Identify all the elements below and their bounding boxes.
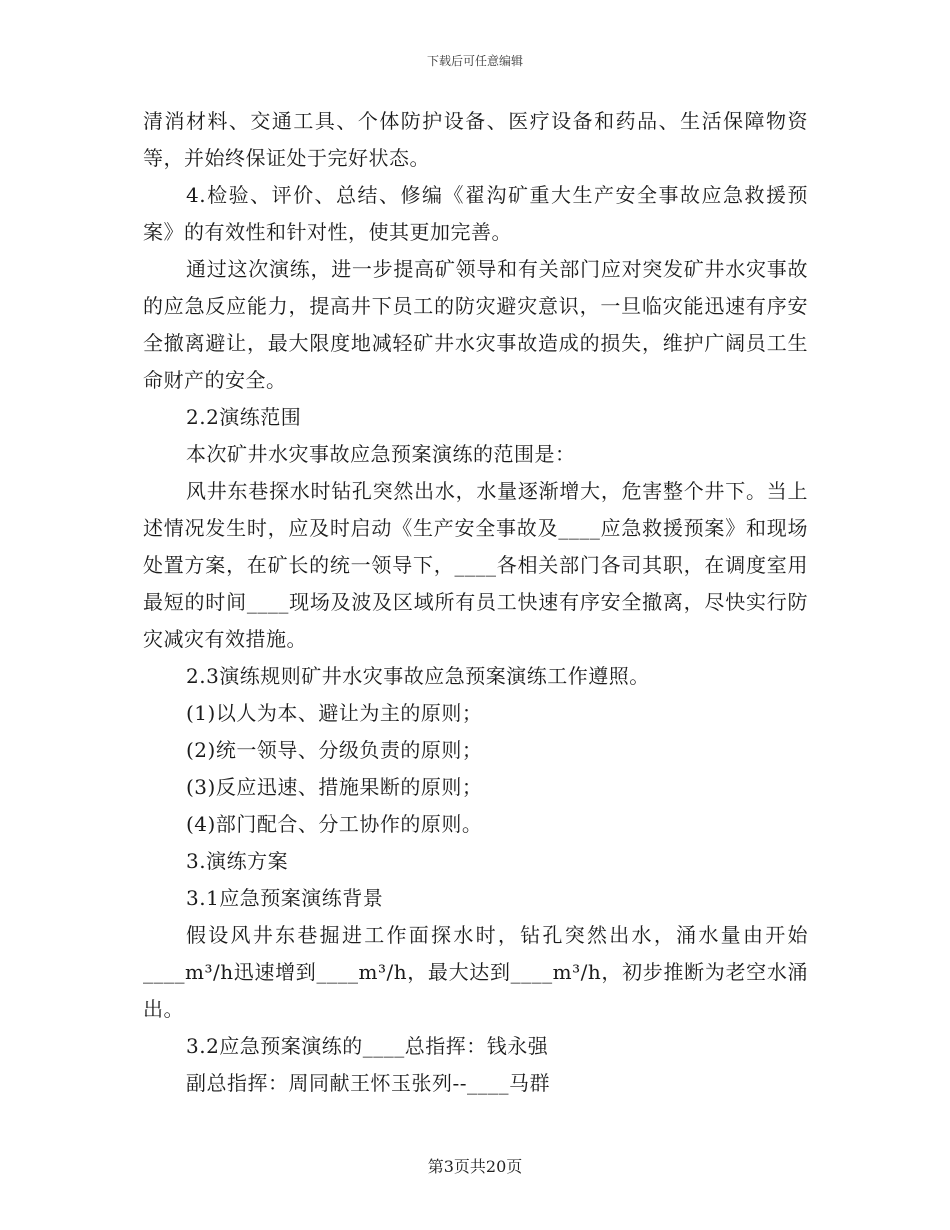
paragraph: 假设风井东巷掘进工作面探水时，钻孔突然出水，涌水量由开始____m³/h迅速增到____m³/h，最大达到____m³/h，初步推断为老空水涌出。 bbox=[143, 923, 808, 1021]
list-item: (1)以人为本、避让为主的原则； bbox=[186, 701, 483, 725]
section-heading: 3.1应急预案演练背景 bbox=[186, 886, 384, 910]
paragraph: 4.检验、评价、总结、修编《翟沟矿重大生产安全事故应急救援预案》的有效性和针对性，使其更加完善。 bbox=[143, 183, 808, 244]
list-item: (3)反应迅速、措施果断的原则； bbox=[186, 775, 483, 799]
list-item: (4)部门配合、分工协作的原则。 bbox=[186, 812, 483, 836]
page-number: 第3页共20页 bbox=[427, 1157, 523, 1176]
paragraph: 副总指挥：周同献王怀玉张列--____马群 bbox=[186, 1071, 551, 1095]
paragraph: 通过这次演练，进一步提高矿领导和有关部门应对突发矿井水灾事故的应急反应能力，提高井下员工的防灾避灾意识，一旦临灾能迅速有序安全撤离避让，最大限度地减轻矿井水灾事故造成的损失，维护广阔员工生命财产的安全。 bbox=[143, 257, 808, 392]
list-item: (2)统一领导、分级负责的原则； bbox=[186, 738, 483, 762]
page-header: 下载后可任意编辑 bbox=[426, 54, 523, 68]
paragraph: 风井东巷探水时钻孔突然出水，水量逐渐增大，危害整个井下。当上述情况发生时，应及时启动《生产安全事故及____应急救援预案》和现场处置方案，在矿长的统一领导下，____各相关部门各司其职，在调度室用最短的时间____现场及波及区域所有员工快速有序安全撤离，尽快实行防灾减灾有效措施。 bbox=[143, 479, 808, 651]
section-heading: 2.3演练规则矿井水灾事故应急预案演练工作遵照。 bbox=[186, 664, 650, 688]
paragraph: 清消材料、交通工具、个体防护设备、医疗设备和药品、生活保障物资等，并始终保证处于完好状态。 bbox=[143, 109, 808, 170]
document-body bbox=[143, 103, 808, 1102]
section-heading: 2.2演练范围 bbox=[186, 405, 302, 429]
paragraph: 本次矿井水灾事故应急预案演练的范围是： bbox=[186, 442, 576, 466]
section-heading: 3.2应急预案演练的____总指挥：钱永强 bbox=[186, 1034, 549, 1058]
section-heading: 3.演练方案 bbox=[186, 849, 289, 873]
